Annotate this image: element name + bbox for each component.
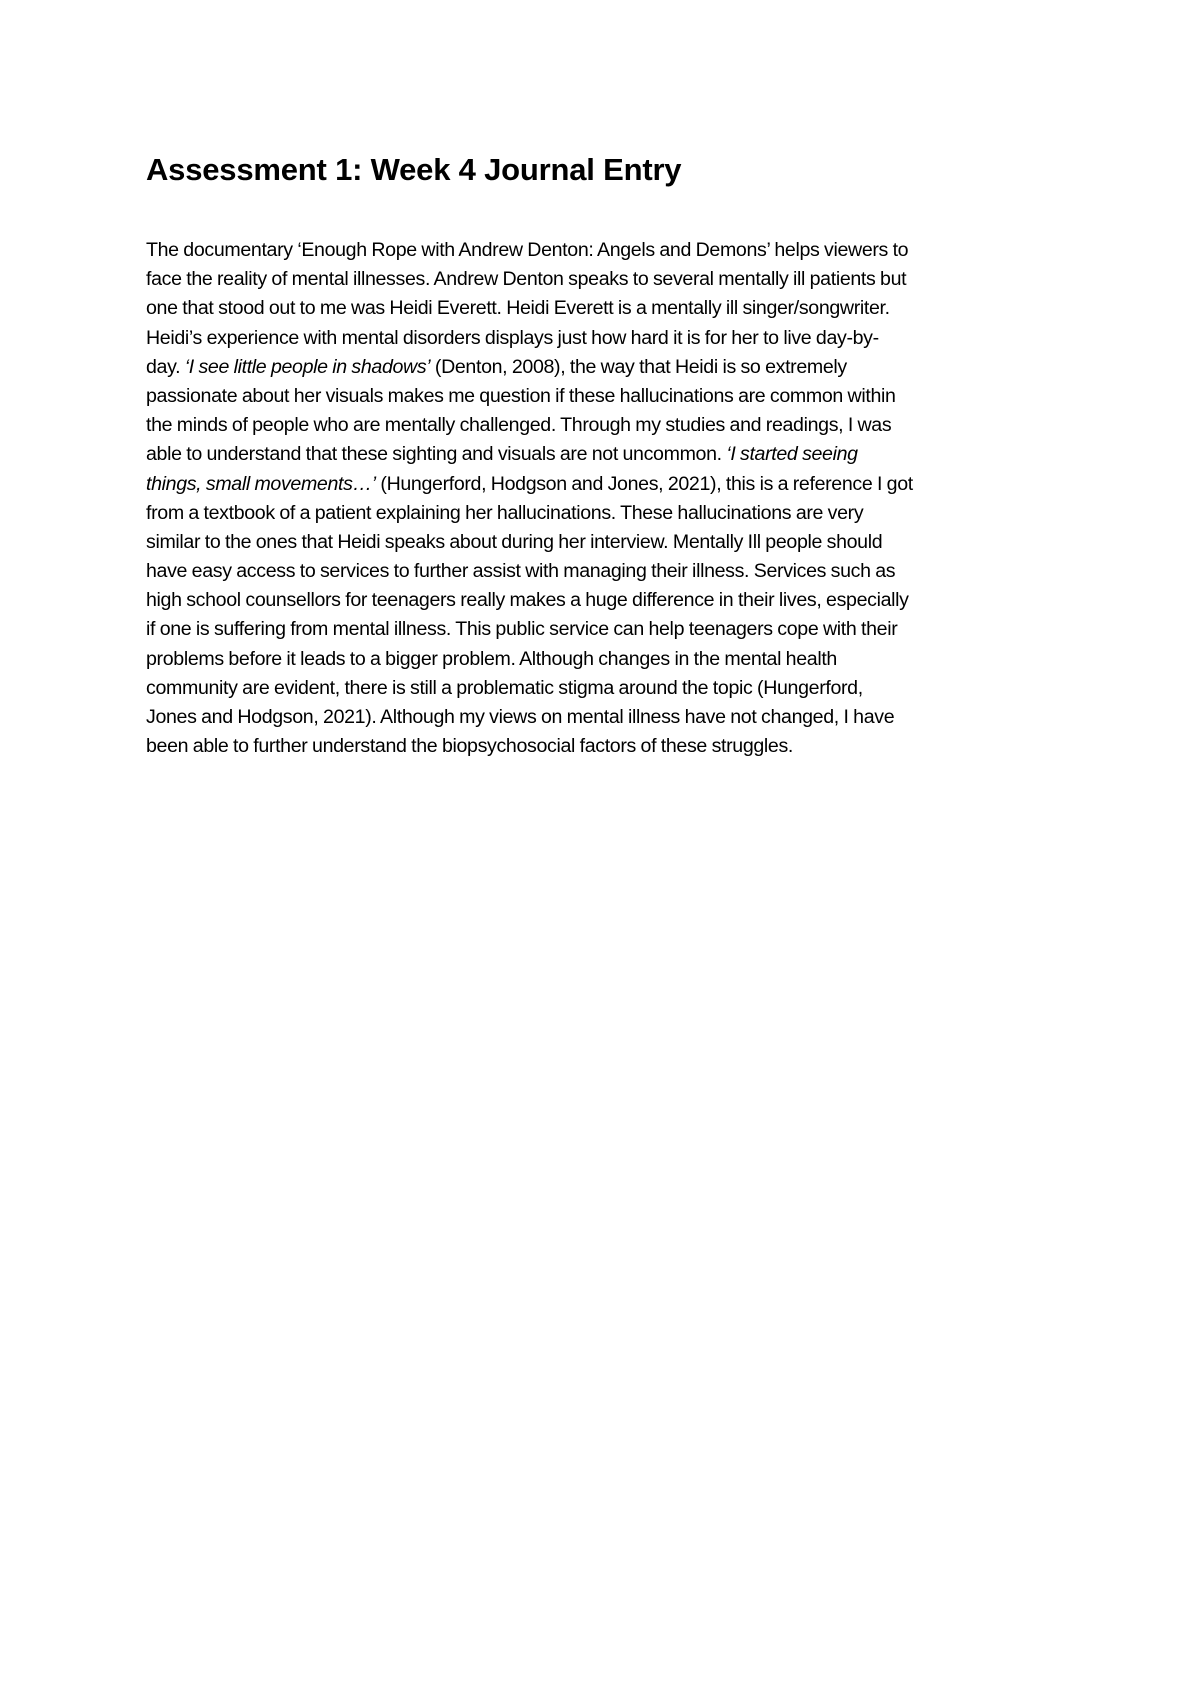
text-segment: passionate about her visuals makes me question if these hallucinations are common within	[146, 384, 896, 407]
document-title: Assessment 1: Week 4 Journal Entry	[146, 152, 682, 187]
text-segment: from a textbook of a patient explaining her hallucinations. These hallucinations are very	[146, 501, 864, 524]
text-segment: community are evident, there is still a problematic stigma around the topic (Hungerford,	[146, 676, 863, 699]
text-segment: high school counsellors for teenagers really makes a huge difference in their lives, especially	[146, 589, 909, 612]
text-segment: day.	[146, 355, 185, 378]
text-segment: been able to further understand the biopsychosocial factors of these struggles.	[146, 735, 794, 758]
text-line	[146, 470, 1076, 499]
italic-quote: things, small movements…’	[146, 472, 376, 495]
text-segment: The documentary ‘Enough Rope with Andrew Denton: Angels and Demons’ helps viewers to	[146, 239, 909, 261]
text-line	[146, 265, 1076, 294]
text-segment: Heidi’s experience with mental disorders displays just how hard it is for her to live day-by-	[146, 326, 879, 349]
text-line	[146, 674, 1076, 703]
text-segment: able to understand that these sighting and visuals are not uncommon.	[146, 443, 727, 466]
text-segment: if one is suffering from mental illness. This public service can help teenagers cope with their	[146, 618, 898, 641]
text-line	[146, 324, 1076, 353]
text-segment: (Hungerford, Hodgson and Jones, 2021), this is a reference I got	[375, 472, 913, 495]
text-segment: (Denton, 2008), the way that Heidi is so extremely	[430, 355, 847, 378]
text-line	[146, 557, 1076, 586]
text-line	[146, 732, 1076, 761]
text-line	[146, 236, 1076, 265]
text-segment: the minds of people who are mentally challenged. Through my studies and readings, I was	[146, 414, 892, 437]
text-line	[146, 382, 1076, 411]
text-segment: problems before it leads to a bigger problem. Although changes in the mental health	[146, 647, 837, 670]
text-segment: face the reality of mental illnesses. Andrew Denton speaks to several mentally ill patients but	[146, 268, 907, 291]
text-segment: similar to the ones that Heidi speaks about during her interview. Mentally Ill people should	[146, 530, 883, 553]
text-segment: Jones and Hodgson, 2021). Although my views on mental illness have not changed, I have	[146, 706, 895, 728]
italic-quote: ‘I started seeing	[726, 443, 858, 466]
italic-quote: ‘I see little people in shadows’	[184, 355, 431, 378]
text-line	[146, 440, 1076, 469]
journal-entry-body	[146, 236, 1076, 761]
text-line	[146, 615, 1076, 644]
text-line	[146, 528, 1076, 557]
text-segment: one that stood out to me was Heidi Everett. Heidi Everett is a mentally ill singer/songwriter.	[146, 297, 890, 320]
text-line	[146, 353, 1076, 382]
text-line	[146, 411, 1076, 440]
text-line	[146, 645, 1076, 674]
text-line	[146, 703, 1076, 732]
text-segment: have easy access to services to further assist with managing their illness. Services such as	[146, 560, 896, 583]
text-line	[146, 294, 1076, 323]
text-line	[146, 499, 1076, 528]
text-line	[146, 586, 1076, 615]
